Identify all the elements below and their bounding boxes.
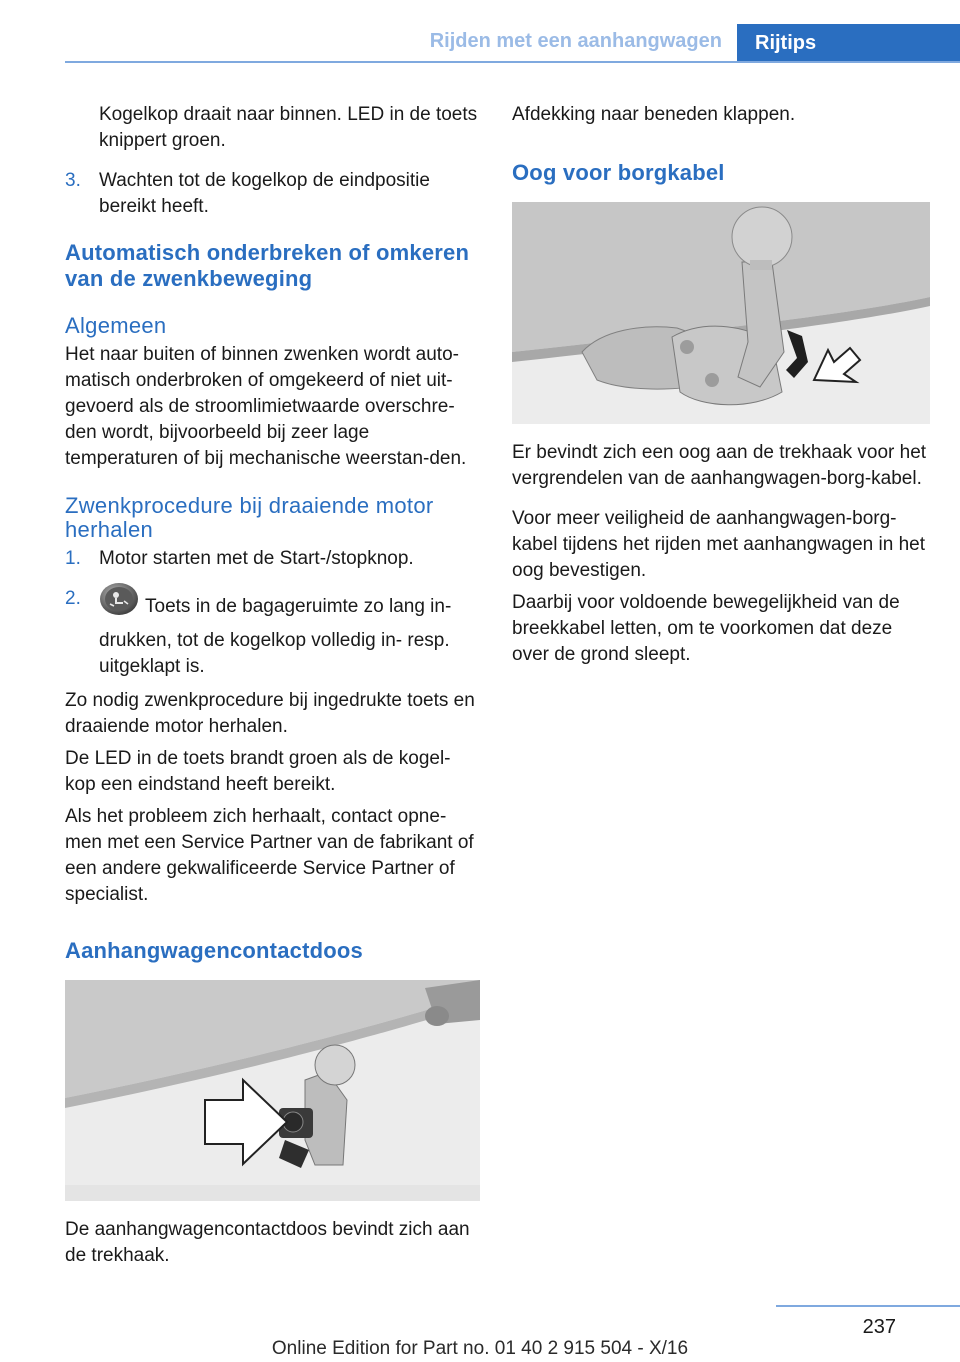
footer-rule	[776, 1305, 960, 1307]
step-number: 3.	[65, 170, 81, 191]
paragraph-trailer-socket: De aanhangwagencontactdoos bevindt zich aan de trekhaak.	[65, 1219, 470, 1266]
header-chapter-tab: Rijtips	[737, 24, 960, 62]
heading-safety-cable-eye: Oog voor borgkabel	[512, 160, 725, 185]
trailer-socket-illustration	[65, 980, 480, 1201]
header-section-title: Rijden met een aanhangwagen	[429, 30, 722, 52]
step-2	[65, 586, 480, 680]
paragraph-repeat: Zo nodig zwenkprocedure bij ingedrukte toets en draaiende motor herhalen.	[65, 690, 475, 737]
paragraph-fold-cover: Afdekking naar beneden klappen.	[512, 104, 796, 125]
footer-edition: Online Edition for Part no. 01 40 2 915 504 - X/16	[271, 1338, 689, 1359]
step-number: 1.	[65, 548, 81, 569]
subheading-repeat-swivel: Zwenkprocedure bij draaiende motor herhalen	[65, 493, 434, 542]
paragraph-eye-location: Er bevindt zich een oog aan de trekhaak voor het vergrendelen van de aanhangwagen-borg-kabel.	[512, 442, 927, 489]
paragraph-general: Het naar buiten of binnen zwenken wordt auto-matisch onderbroken of omgekeerd of niet uit-gevoerd als de stroomlimietwaarde overschre-den wordt, bijvoorbeeld bij zeer lage temperaturen of bij mechanische weerstan-den.	[65, 344, 467, 469]
step-1	[65, 546, 480, 572]
tow-hitch-button-icon	[99, 582, 139, 624]
step-number: 2.	[65, 588, 81, 609]
header-rule	[65, 61, 960, 63]
left-column	[65, 102, 480, 1275]
page-number: 237	[862, 1316, 896, 1338]
step-text: Motor starten met de Start-/stopknop.	[99, 548, 414, 569]
step-continuation: Kogelkop draait naar binnen. LED in de toets knippert groen.	[99, 104, 478, 151]
heading-automatic-interrupt: Automatisch onderbreken of omkeren van de zwenkbeweging	[65, 240, 470, 291]
right-column	[512, 102, 930, 674]
paragraph-service: Als het probleem zich herhaalt, contact opne-men met een Service Partner van de fabrikant of een andere gekwalificeerde Service Partner of specialist.	[65, 806, 474, 905]
subheading-general: Algemeen	[65, 313, 167, 338]
safety-cable-eye-illustration	[512, 202, 930, 424]
paragraph-attach-cable: Voor meer veiligheid de aanhangwagen-borg-kabel tijdens het rijden met aanhangwagen in het oog bevestigen.	[512, 508, 926, 581]
paragraph-led: De LED in de toets brandt groen als de kogel-kop een eindstand heeft bereikt.	[65, 748, 451, 795]
step-3	[65, 168, 480, 220]
step-text: Wachten tot de kogelkop de eindpositie bereikt heeft.	[99, 170, 430, 217]
heading-trailer-socket: Aanhangwagencontactdoos	[65, 938, 363, 963]
step-text: Toets in de bagageruimte zo lang in-drukken, tot de kogelkop volledig in- resp. uitgeklapt is.	[99, 596, 452, 677]
paragraph-cable-slack: Daarbij voor voldoende bewegelijkheid van de breekkabel letten, om te voorkomen dat deze over de grond sleept.	[512, 592, 900, 665]
